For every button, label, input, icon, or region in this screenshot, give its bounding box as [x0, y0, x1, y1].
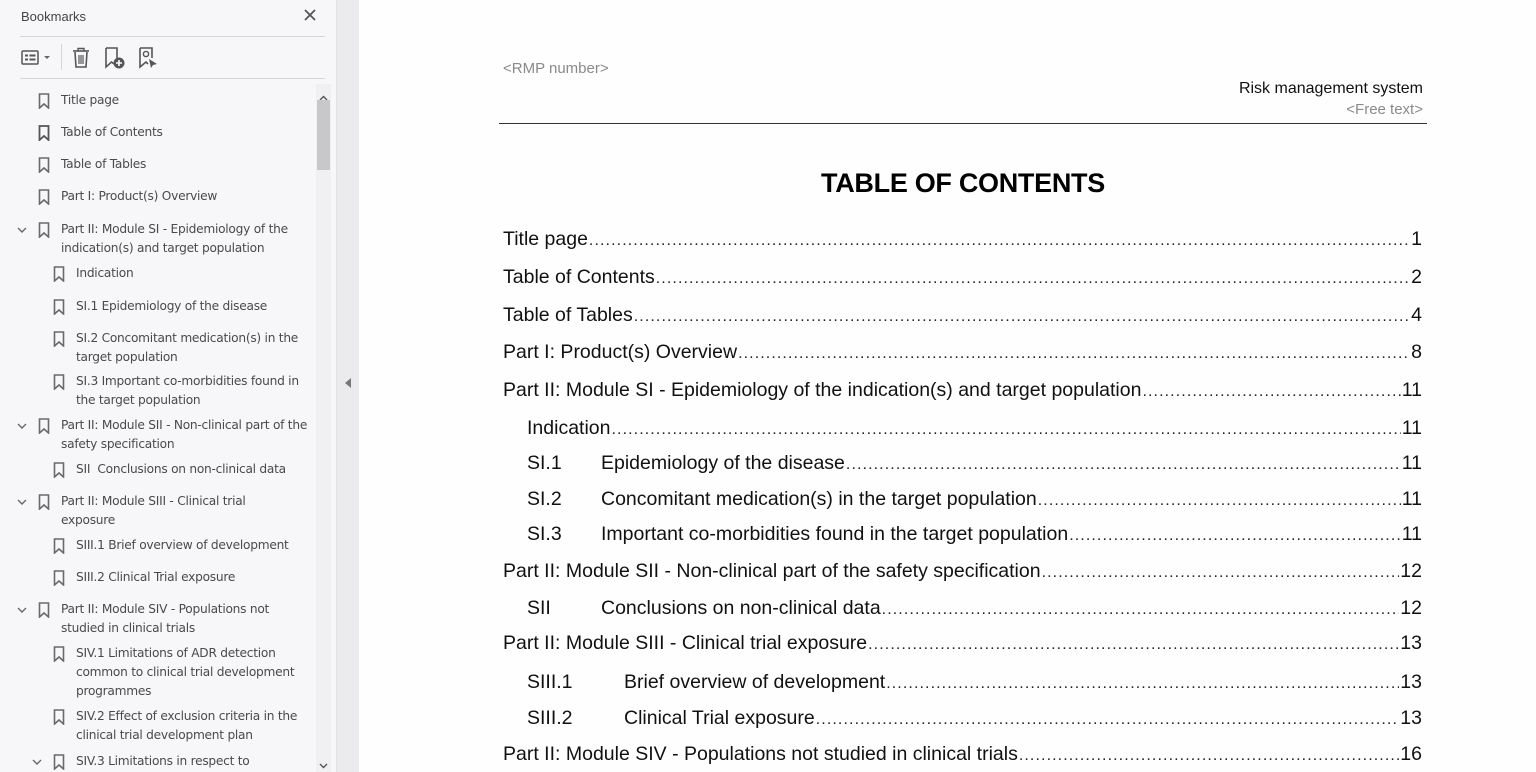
toc-entry[interactable]: SII Conclusions on non-clinical data ..... 12 — [527, 597, 1422, 621]
chevron-down-icon[interactable] — [16, 495, 28, 507]
bookmark-icon — [38, 189, 50, 205]
toc-entry[interactable]: Part II: Module SI - Epidemiology of the indication(s) and target population ..... 11 — [503, 379, 1422, 403]
delete-bookmark-button[interactable] — [70, 46, 92, 70]
toc-entry[interactable]: SI.2 Concomitant medication(s) in the target population ..... 11 — [527, 488, 1422, 512]
close-icon[interactable] — [301, 6, 319, 24]
scroll-down-icon[interactable] — [318, 756, 329, 766]
bookmark-icon — [53, 374, 65, 390]
toc-entry[interactable]: SI.3 Important co-morbidities found in the target population ..... 11 — [527, 523, 1422, 547]
leader-dots — [589, 232, 1410, 250]
bookmark-sii[interactable]: SII Conclusions on non-clinical data — [0, 460, 316, 480]
chevron-down-icon[interactable] — [31, 755, 43, 767]
bookmark-icon — [38, 222, 50, 238]
bookmark-icon — [53, 538, 65, 554]
bookmark-si-3[interactable]: SI.3 Important co-morbidities found in the target population — [0, 372, 316, 412]
bookmark-table-of-tables[interactable]: Table of Tables — [0, 155, 316, 175]
bookmark-icon — [38, 125, 50, 141]
chevron-down-icon[interactable] — [16, 223, 28, 235]
bookmark-siv-2[interactable]: SIV.2 Effect of exclusion criteria in the clinical trial development plan — [0, 707, 316, 747]
bookmarks-scrollbar[interactable] — [316, 84, 331, 772]
leader-dots — [1019, 747, 1399, 765]
options-menu-button[interactable] — [20, 46, 54, 70]
toc-entry[interactable]: Part II: Module SIV - Populations not studied in clinical trials ..... 16 — [503, 743, 1422, 767]
header-rule — [499, 123, 1427, 124]
collapse-left-icon[interactable] — [345, 378, 351, 388]
bookmark-title-page[interactable]: Title page — [0, 91, 316, 111]
leader-dots — [882, 601, 1400, 619]
trash-icon — [70, 46, 92, 70]
toc-entry[interactable]: Table of Contents ..... 2 — [503, 266, 1422, 290]
bookmark-icon — [53, 331, 65, 347]
bookmark-module-siii[interactable]: Part II: Module SIII - Clinical trial exposure — [0, 492, 316, 532]
bookmark-icon — [53, 754, 65, 770]
panel-title: Bookmarks — [21, 9, 87, 24]
scroll-up-icon[interactable] — [318, 88, 329, 98]
new-bookmark-button[interactable] — [102, 46, 126, 70]
leader-dots — [868, 636, 1399, 654]
bookmarks-header — [20, 0, 325, 37]
bookmark-icon — [53, 266, 65, 282]
bookmark-icon — [53, 709, 65, 725]
bookmark-icon — [53, 646, 65, 662]
toc-entry[interactable]: SI.1 Epidemiology of the disease ..... 11 — [527, 452, 1422, 476]
bookmark-module-sii[interactable]: Part II: Module SII - Non-clinical part of the safety specification — [0, 416, 316, 456]
document-page — [359, 0, 1536, 772]
bookmark-table-of-contents[interactable]: Table of Contents — [0, 123, 316, 143]
bookmark-tree — [0, 84, 316, 772]
bookmarks-panel — [0, 0, 337, 772]
bookmark-icon — [53, 462, 65, 478]
toc-entry[interactable]: Part I: Product(s) Overview ..... 8 — [503, 341, 1422, 365]
bookmark-search-icon — [136, 46, 160, 70]
bookmark-siii-1[interactable]: SIII.1 Brief overview of development — [0, 536, 316, 556]
leader-dots — [1038, 492, 1401, 510]
find-bookmark-button[interactable] — [136, 46, 160, 70]
leader-dots — [611, 421, 1400, 439]
scrollbar-thumb[interactable] — [317, 100, 330, 170]
bookmark-icon — [38, 602, 50, 618]
chevron-down-icon[interactable] — [16, 603, 28, 615]
header-title: Risk management system — [1238, 80, 1423, 97]
bookmark-siv-3[interactable]: SIV.3 Limitations in respect to — [0, 752, 316, 772]
header-free-text: <Free text> — [1346, 101, 1423, 118]
bookmarks-toolbar — [20, 37, 325, 79]
toc-entry[interactable]: Title page ..... 1 — [503, 228, 1422, 252]
bookmark-module-siv[interactable]: Part II: Module SIV - Populations not studied in clinical trials — [0, 600, 316, 640]
leader-dots — [634, 308, 1410, 326]
toc-entry[interactable]: Part II: Module SIII - Clinical trial exposure ..... 13 — [503, 632, 1422, 656]
bookmark-siv-1[interactable]: SIV.1 Limitations of ADR detection common to clinical trial development programmes — [0, 644, 316, 704]
bookmark-add-icon — [102, 46, 126, 70]
bookmark-si-1[interactable]: SI.1 Epidemiology of the disease — [0, 297, 316, 317]
bookmark-icon — [53, 299, 65, 315]
toolbar-divider — [61, 44, 62, 70]
bookmark-indication[interactable]: Indication — [0, 264, 316, 284]
bookmark-si-2[interactable]: SI.2 Concomitant medication(s) in the target population — [0, 329, 316, 369]
bookmark-siii-2[interactable]: SIII.2 Clinical Trial exposure — [0, 568, 316, 588]
collapse-panel-handle[interactable] — [337, 0, 359, 772]
leader-dots — [738, 345, 1410, 363]
toc-entry[interactable]: Part II: Module SII - Non-clinical part of the safety specification ..... 12 — [503, 560, 1422, 584]
bookmark-icon — [53, 570, 65, 586]
chevron-down-icon[interactable] — [16, 419, 28, 431]
bookmark-part-i[interactable]: Part I: Product(s) Overview — [0, 187, 316, 207]
bookmark-icon — [38, 157, 50, 173]
toc-entry[interactable]: SIII.1 Brief overview of development ..... 13 — [527, 671, 1422, 695]
leader-dots — [886, 675, 1399, 693]
toc-entry[interactable]: Indication ..... 11 — [527, 417, 1422, 441]
bookmark-icon — [38, 494, 50, 510]
toc-entry[interactable]: Table of Tables ..... 4 — [503, 304, 1422, 328]
header-rmp-number: <RMP number> — [503, 60, 609, 77]
toc-entry[interactable]: SIII.2 Clinical Trial exposure ..... 13 — [527, 707, 1422, 731]
leader-dots — [1142, 383, 1400, 401]
bookmark-module-si[interactable]: Part II: Module SI - Epidemiology of the indication(s) and target population — [0, 220, 316, 260]
leader-dots — [816, 711, 1400, 729]
leader-dots — [1042, 564, 1400, 582]
bookmark-icon — [38, 93, 50, 109]
leader-dots — [1069, 527, 1401, 545]
list-options-icon — [20, 46, 54, 70]
bookmark-icon — [38, 418, 50, 434]
leader-dots — [656, 270, 1410, 288]
leader-dots — [846, 456, 1401, 474]
toc-heading: TABLE OF CONTENTS — [821, 168, 1105, 198]
